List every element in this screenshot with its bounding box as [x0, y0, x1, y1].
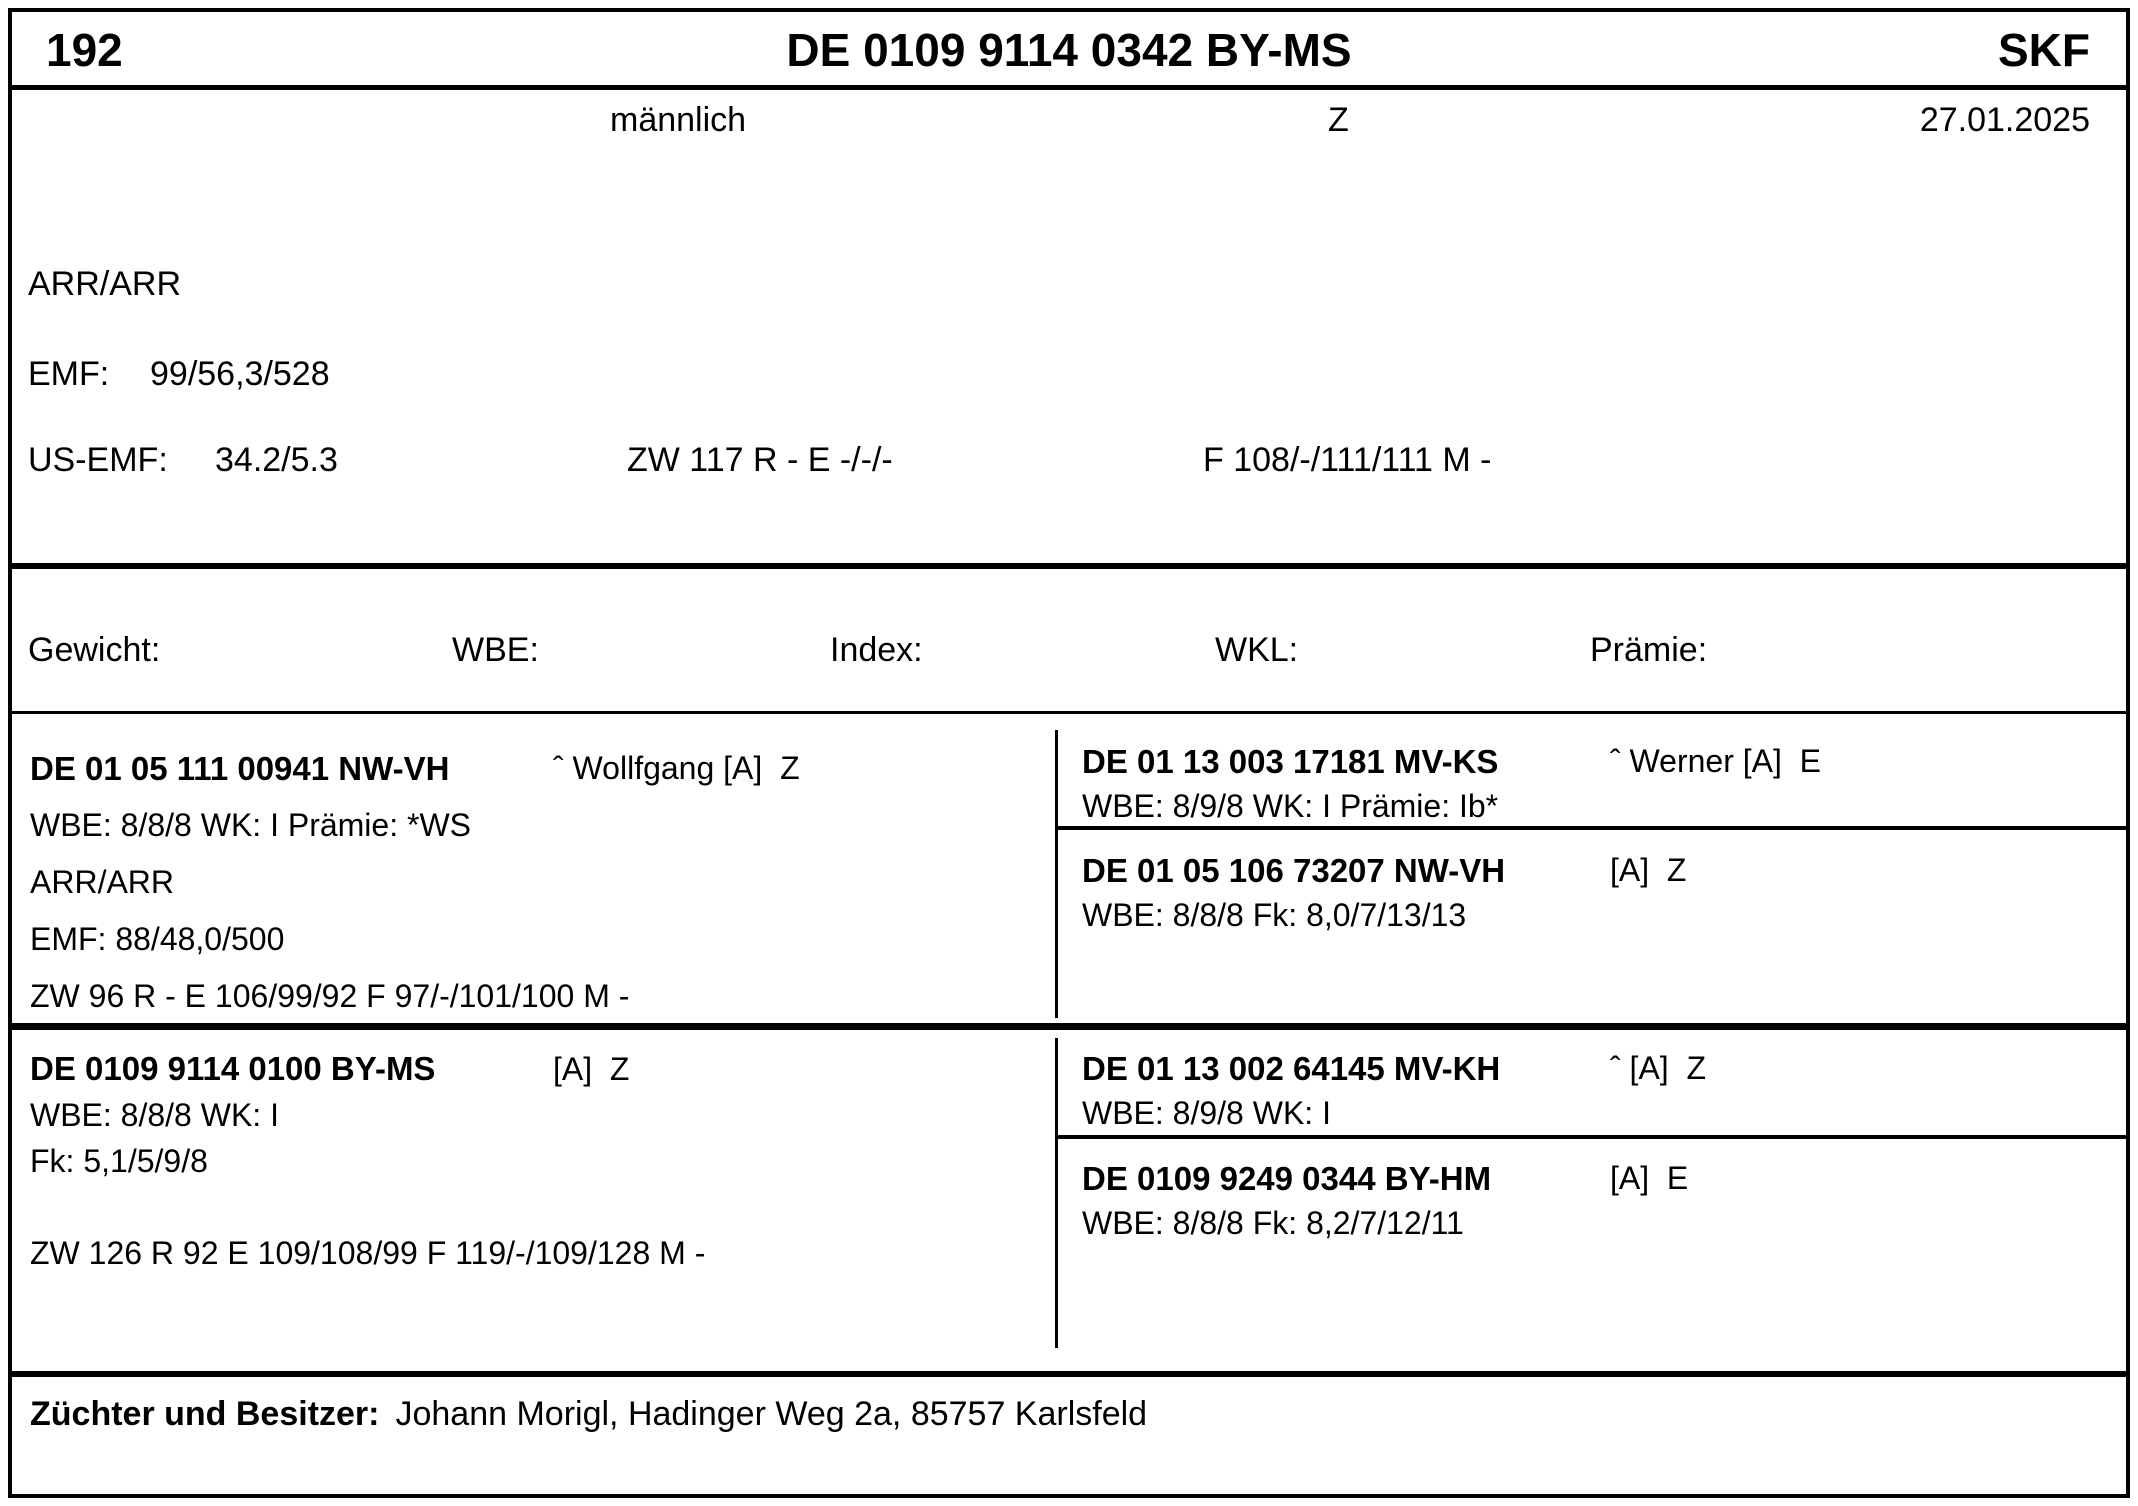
animal-annotation: ˆ Werner [A] E	[1610, 743, 1822, 779]
weight-label: Gewicht:	[28, 631, 161, 669]
pedigree-id-line	[1082, 739, 2112, 784]
breeder-value: Johann Morigl, Hadinger Weg 2a, 85757 Karlsfeld	[395, 1395, 1148, 1433]
pedigree-sire-sire-block	[1082, 739, 2112, 829]
animal-id: DE 01 13 002 64145 MV-KH	[1082, 1050, 1501, 1087]
breeder-label: Züchter und Besitzer:	[30, 1395, 380, 1433]
pedigree-line: ARR/ARR	[30, 864, 175, 900]
pedigree-line: WBE: 8/8/8 Fk: 8,0/7/13/13	[1082, 897, 1467, 933]
breeder-row	[30, 1394, 1147, 1434]
sire-parents-divider	[1055, 826, 2126, 830]
praemie-label: Prämie:	[1590, 631, 1708, 669]
pedigree-line: WBE: 8/8/8 WK: I	[30, 1097, 279, 1133]
animal-annotation: [A] Z	[1610, 852, 1687, 888]
animal-annotation: [A] E	[1610, 1160, 1689, 1196]
index-label: Index:	[830, 631, 923, 669]
pedigree-line: ZW 96 R - E 106/99/92 F 97/-/101/100 M -	[30, 978, 630, 1014]
pedigree-sire-block	[30, 740, 1040, 1025]
pedigree-top-divider	[12, 711, 2126, 714]
animal-id: DE 01 05 111 00941 NW-VH	[30, 750, 450, 787]
page-title: DE 0109 9114 0342 BY-MS	[786, 24, 1352, 76]
breeding-card	[8, 8, 2130, 1498]
emf-row	[12, 354, 2126, 394]
pedigree-id-line	[30, 1046, 1040, 1092]
dam-parents-divider	[1055, 1135, 2126, 1139]
animal-id: DE 01 05 106 73207 NW-VH	[1082, 852, 1506, 889]
print-date: 27.01.2025	[1919, 101, 2090, 139]
pedigree-line: EMF: 88/48,0/500	[30, 921, 285, 957]
pedigree-line: WBE: 8/8/8 Fk: 8,2/7/12/11	[1082, 1205, 1464, 1241]
wkl-label: WKL:	[1215, 631, 1299, 669]
fleisch-value: F 108/-/111/111 M -	[1203, 441, 1492, 479]
pedigree-line	[30, 1184, 1040, 1230]
pedigree-dam-block	[30, 1046, 1040, 1276]
wbe-label: WBE:	[452, 631, 539, 669]
pedigree-line: Fk: 5,1/5/9/8	[30, 1143, 208, 1179]
section-divider	[12, 563, 2126, 569]
genotype: ARR/ARR	[28, 265, 182, 303]
pedigree-column-separator	[1055, 730, 1058, 1018]
pedigree-sire-dam-block	[1082, 848, 2112, 938]
animal-annotation: ˆ [A] Z	[1610, 1050, 1706, 1086]
usage-code: Z	[1328, 101, 1349, 139]
pedigree-dam-dam-block	[1082, 1156, 2112, 1246]
us-emf-label: US-EMF:	[28, 441, 168, 479]
field-labels-row	[12, 630, 2126, 670]
pedigree-row-divider	[12, 1023, 2126, 1030]
pedigree-id-line	[30, 740, 1040, 797]
entry-number: 192	[46, 24, 123, 76]
us-emf-value: 34.2/5.3	[215, 441, 338, 479]
sex-label: männlich	[610, 101, 747, 139]
emf-label: EMF:	[28, 355, 110, 393]
subheader-row	[12, 100, 2126, 140]
pedigree-column-separator	[1055, 1038, 1058, 1348]
header-divider	[12, 85, 2126, 90]
pedigree-id-line	[1082, 1156, 2112, 1201]
us-emf-row	[12, 440, 2126, 480]
pedigree-line: ZW 126 R 92 E 109/108/99 F 119/-/109/128 M -	[30, 1235, 706, 1271]
animal-annotation: ˆ Wollfgang [A] Z	[553, 750, 800, 786]
breed-code: SKF	[1998, 24, 2090, 76]
animal-id: DE 0109 9114 0100 BY-MS	[30, 1050, 436, 1087]
pedigree-line: WBE: 8/9/8 WK: I	[1082, 1095, 1331, 1131]
animal-id: DE 0109 9249 0344 BY-HM	[1082, 1160, 1492, 1197]
animal-id: DE 01 13 003 17181 MV-KS	[1082, 743, 1499, 780]
pedigree-line: WBE: 8/9/8 WK: I Prämie: Ib*	[1082, 788, 1499, 824]
pedigree-id-line	[1082, 1046, 2112, 1091]
header-row	[12, 12, 2126, 85]
pedigree-dam-sire-block	[1082, 1046, 2112, 1136]
zw-value: ZW 117 R - E -/-/-	[627, 441, 893, 479]
emf-value: 99/56,3/528	[150, 355, 330, 393]
animal-annotation: [A] Z	[553, 1051, 630, 1087]
pedigree-id-line	[1082, 848, 2112, 893]
footer-divider	[12, 1371, 2126, 1377]
pedigree-line: WBE: 8/8/8 WK: I Prämie: *WS	[30, 807, 471, 843]
